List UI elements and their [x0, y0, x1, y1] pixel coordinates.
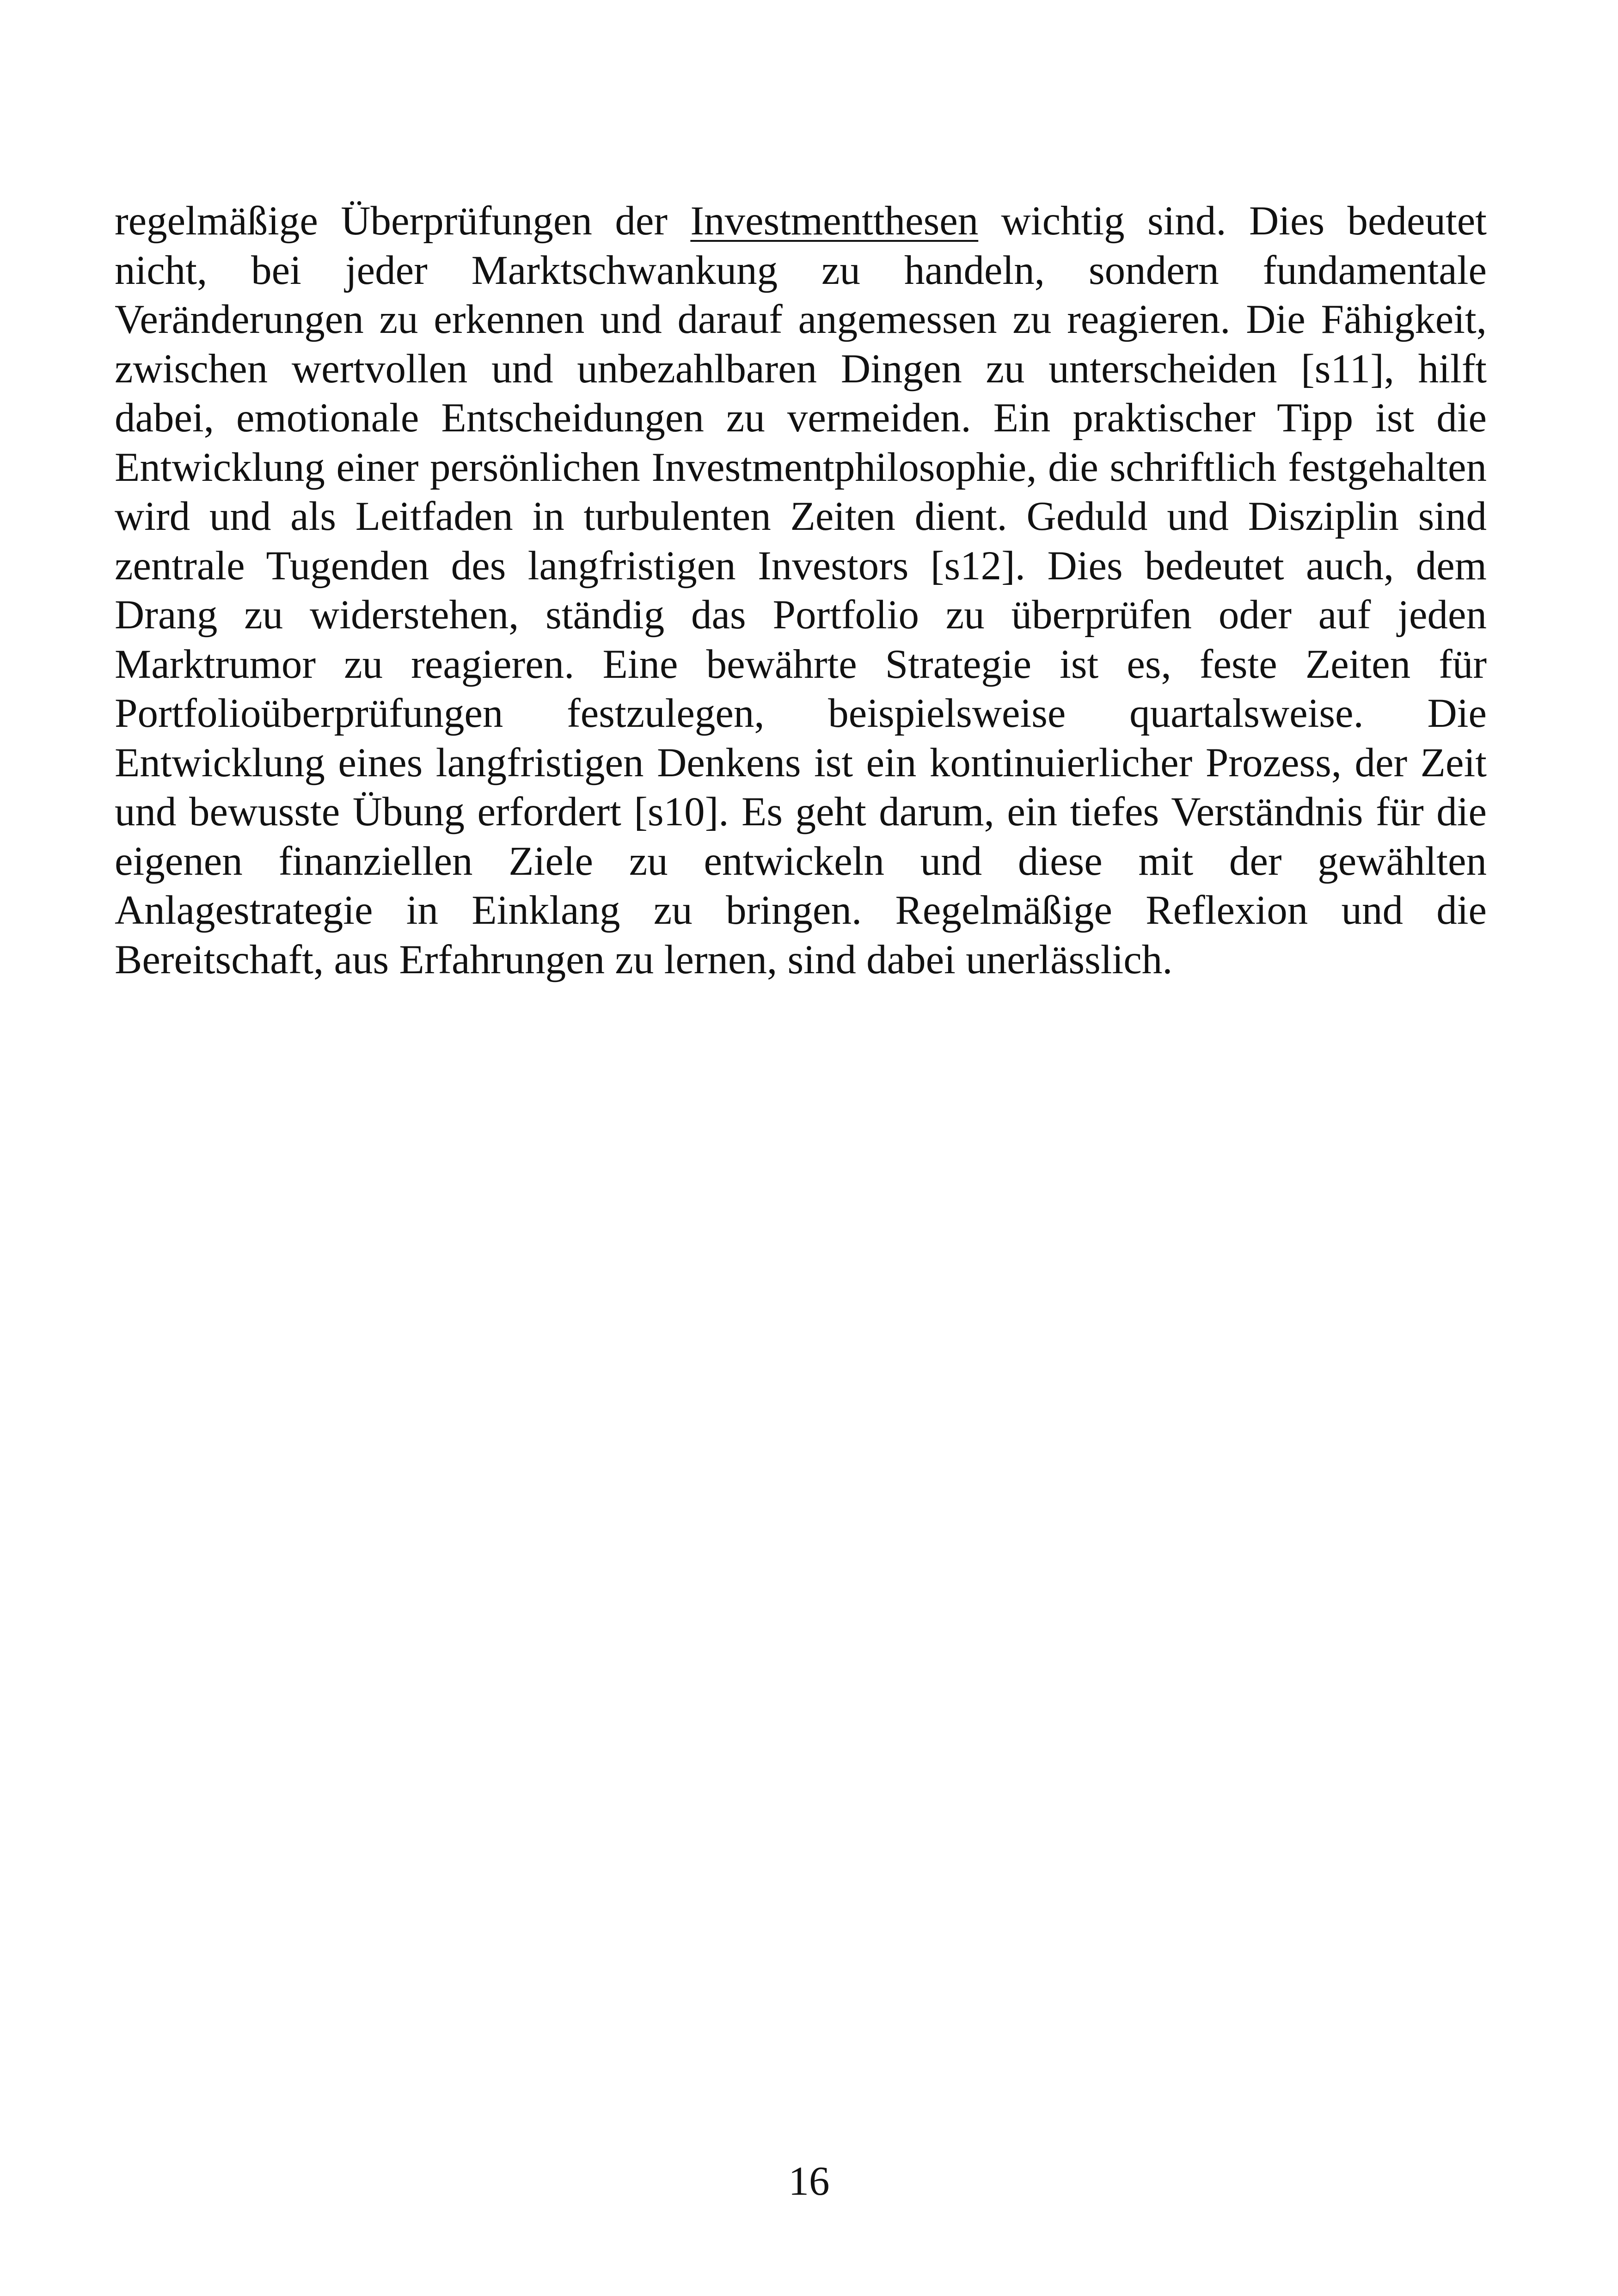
paragraph-text-start: regelmäßige Überprüfungen der [115, 198, 691, 244]
page-number: 16 [788, 2159, 830, 2204]
investmentthesen-link[interactable]: Investmentthesen [690, 198, 979, 244]
body-paragraph [115, 196, 1487, 984]
paragraph-text-rest: wichtig sind. Dies bedeutet nicht, bei jeder Marktschwankung zu handeln, sondern fundamentale Veränderungen zu erkennen und darauf angemessen zu reagieren. Die Fähigkeit, zwischen wertvollen und unbezahlbaren Dingen zu unterscheiden [s11], hilft dabei, emotionale Entscheidungen zu vermeiden. Ein praktischer Tipp ist die Entwicklung einer persönlichen Investmentphilosophie, die schriftlich festgehalten wird und als Leitfaden in turbulenten Zeiten dient. Geduld und Disziplin sind zentrale Tugenden des langfristigen Investors [s12]. Dies bedeutet auch, dem Drang zu widerstehen, ständig das Portfolio zu überprüfen oder auf jeden Marktrumor zu reagieren. Eine bewährte Strategie ist es, feste Zeiten für Portfolioüberprüfungen festzulegen, beispielsweise quartalsweise. Die Entwicklung eines langfristigen Denkens ist ein kontinuierlicher Prozess, der Zeit und bewusste Übung erfordert [s10]. Es geht darum, ein tiefes Verständnis für die eigenen finanziellen Ziele zu entwickeln und diese mit der gewählten Anlagestrategie in Einklang zu bringen. Regelmäßige Reflexion und die Bereitschaft, aus Erfahrungen zu lernen, sind dabei unerlässlich. [115, 198, 1487, 982]
